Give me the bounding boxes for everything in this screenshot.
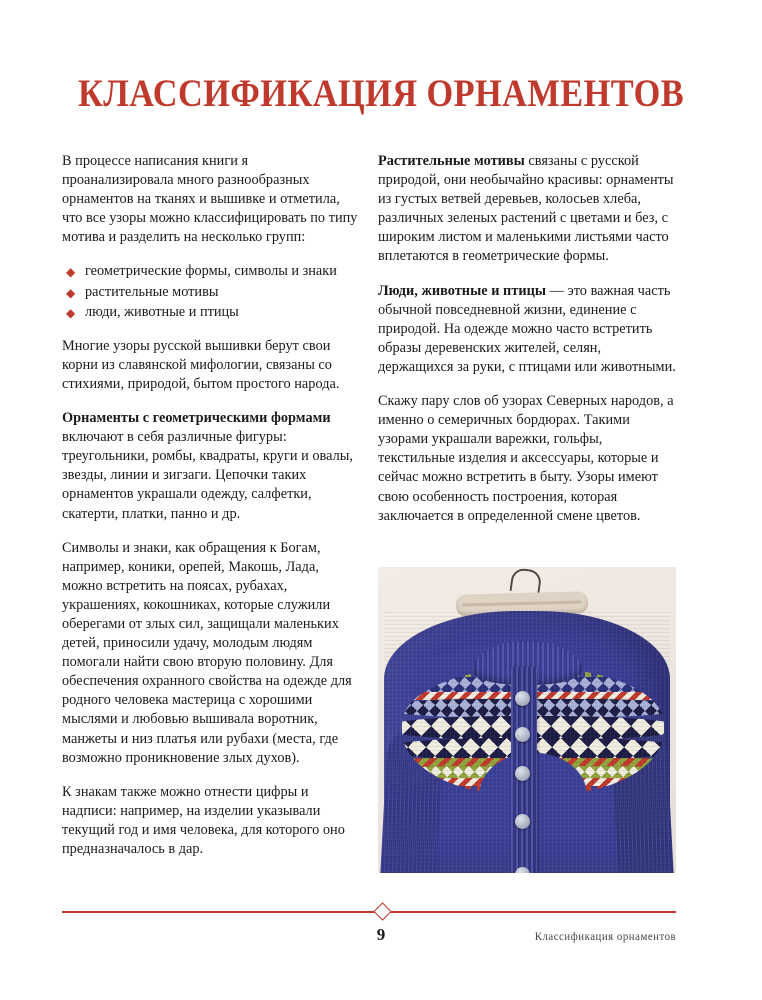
sweater-button bbox=[515, 691, 530, 706]
lead-in-plant: Растительные мотивы bbox=[378, 153, 525, 169]
footer-divider bbox=[62, 911, 676, 913]
list-item-label: люди, животные и птицы bbox=[85, 303, 239, 320]
left-paragraph-1: В процессе написания книги я проанализировала много разнообразных орнаментов на тканях и вышивке и отметила, что все узоры можно классифицировать по типу мотива и разделить на несколько групп: bbox=[62, 153, 358, 246]
sweater-button bbox=[515, 814, 530, 829]
diamond-bullet-icon: ◆ bbox=[66, 265, 76, 280]
list-item bbox=[66, 262, 360, 281]
left-paragraph-2: Многие узоры русской вышивки берут свои корни из славянской мифологии, связаны со стихиями, природой, бытом простого народа. bbox=[62, 337, 340, 392]
right-paragraph-2-body: — это важная часть обычной повседневной жизни, единение с природой. На одежде можно часто встретить образы деревенских жителей, селян, держащихся за руки, с птицами или животными. bbox=[378, 282, 676, 375]
left-paragraph-3 bbox=[62, 409, 360, 524]
lead-in-geometric: Орнаменты с геометрическими формами bbox=[62, 410, 331, 427]
left-paragraph-4: Символы и знаки, как обращения к Богам, например, коники, орепей, Макошь, Лада, можно встретить на поясах, рубахах, украшениях, кокошниках, которые служили оберегами от злых сил, защищали маленьких детей, приносили удачу, молодым людям помогали найти свою вторую половину. Для обеспечения охранного свойства на одежде для родного человека мастерица с хорошими мыслями и любовью вышивала воротник, манжеты и низ платья или рубахи (места, где возможно проникновение злых духов). bbox=[62, 539, 352, 766]
diamond-ornament-icon bbox=[373, 902, 391, 920]
sweater-button bbox=[515, 727, 530, 742]
diamond-bullet-icon: ◆ bbox=[66, 305, 76, 320]
page-number: 9 bbox=[376, 925, 386, 944]
list-item-label: геометрические формы, символы и знаки bbox=[85, 263, 337, 280]
motif-type-list bbox=[62, 262, 360, 321]
right-paragraph-2 bbox=[378, 282, 676, 377]
sweater-body bbox=[384, 611, 670, 873]
list-item bbox=[66, 303, 360, 322]
lead-in-people: Люди, животные и птицы bbox=[378, 282, 547, 299]
sweater-button bbox=[515, 766, 530, 781]
sweater-photograph bbox=[378, 567, 676, 873]
right-text-column bbox=[378, 152, 676, 526]
right-paragraph-3: Скажу пару слов об узорах Северных народов, а именно о семеричных бордюрах. Такими узорами украшали варежки, гольфы, текстильные изделия и аксессуары, которые и сейчас можно встретить в быту. Узоры имеют свою особенность построения, которая заключается в определенной смене цветов. bbox=[378, 393, 674, 524]
photo-content bbox=[378, 567, 676, 873]
diamond-bullet-icon: ◆ bbox=[66, 285, 76, 300]
list-item bbox=[66, 283, 360, 302]
running-footer-title: Классификация орнаментов bbox=[534, 929, 676, 943]
list-item-label: растительные мотивы bbox=[85, 283, 219, 300]
right-paragraph-1-body: связаны с русской природой, они необычайно красивы: орнаменты из густых ветвей деревьев, колосьев хлеба, различных зеленых растений с цветами и без, с широким листом и маленькими листьями часто вплетаются в геометрические формы. bbox=[378, 153, 674, 265]
page-title: КЛАССИФИКАЦИЯ ОРНАМЕНТОВ bbox=[77, 72, 685, 115]
right-paragraph-1 bbox=[378, 152, 676, 267]
left-text-column bbox=[62, 152, 360, 859]
left-paragraph-5: К знакам также можно отнести цифры и надписи: например, на изделии указывали текущий год и имя человека, для которого оно предназначалось в дар. bbox=[62, 783, 345, 857]
left-paragraph-3-body: включают в себя различные фигуры: треугольники, ромбы, квадраты, круги и овалы, звезды, линии и зигзаги. Цепочки таких орнаментов украшали одежду, салфетки, скатерти, платки, панно и др. bbox=[62, 429, 353, 522]
